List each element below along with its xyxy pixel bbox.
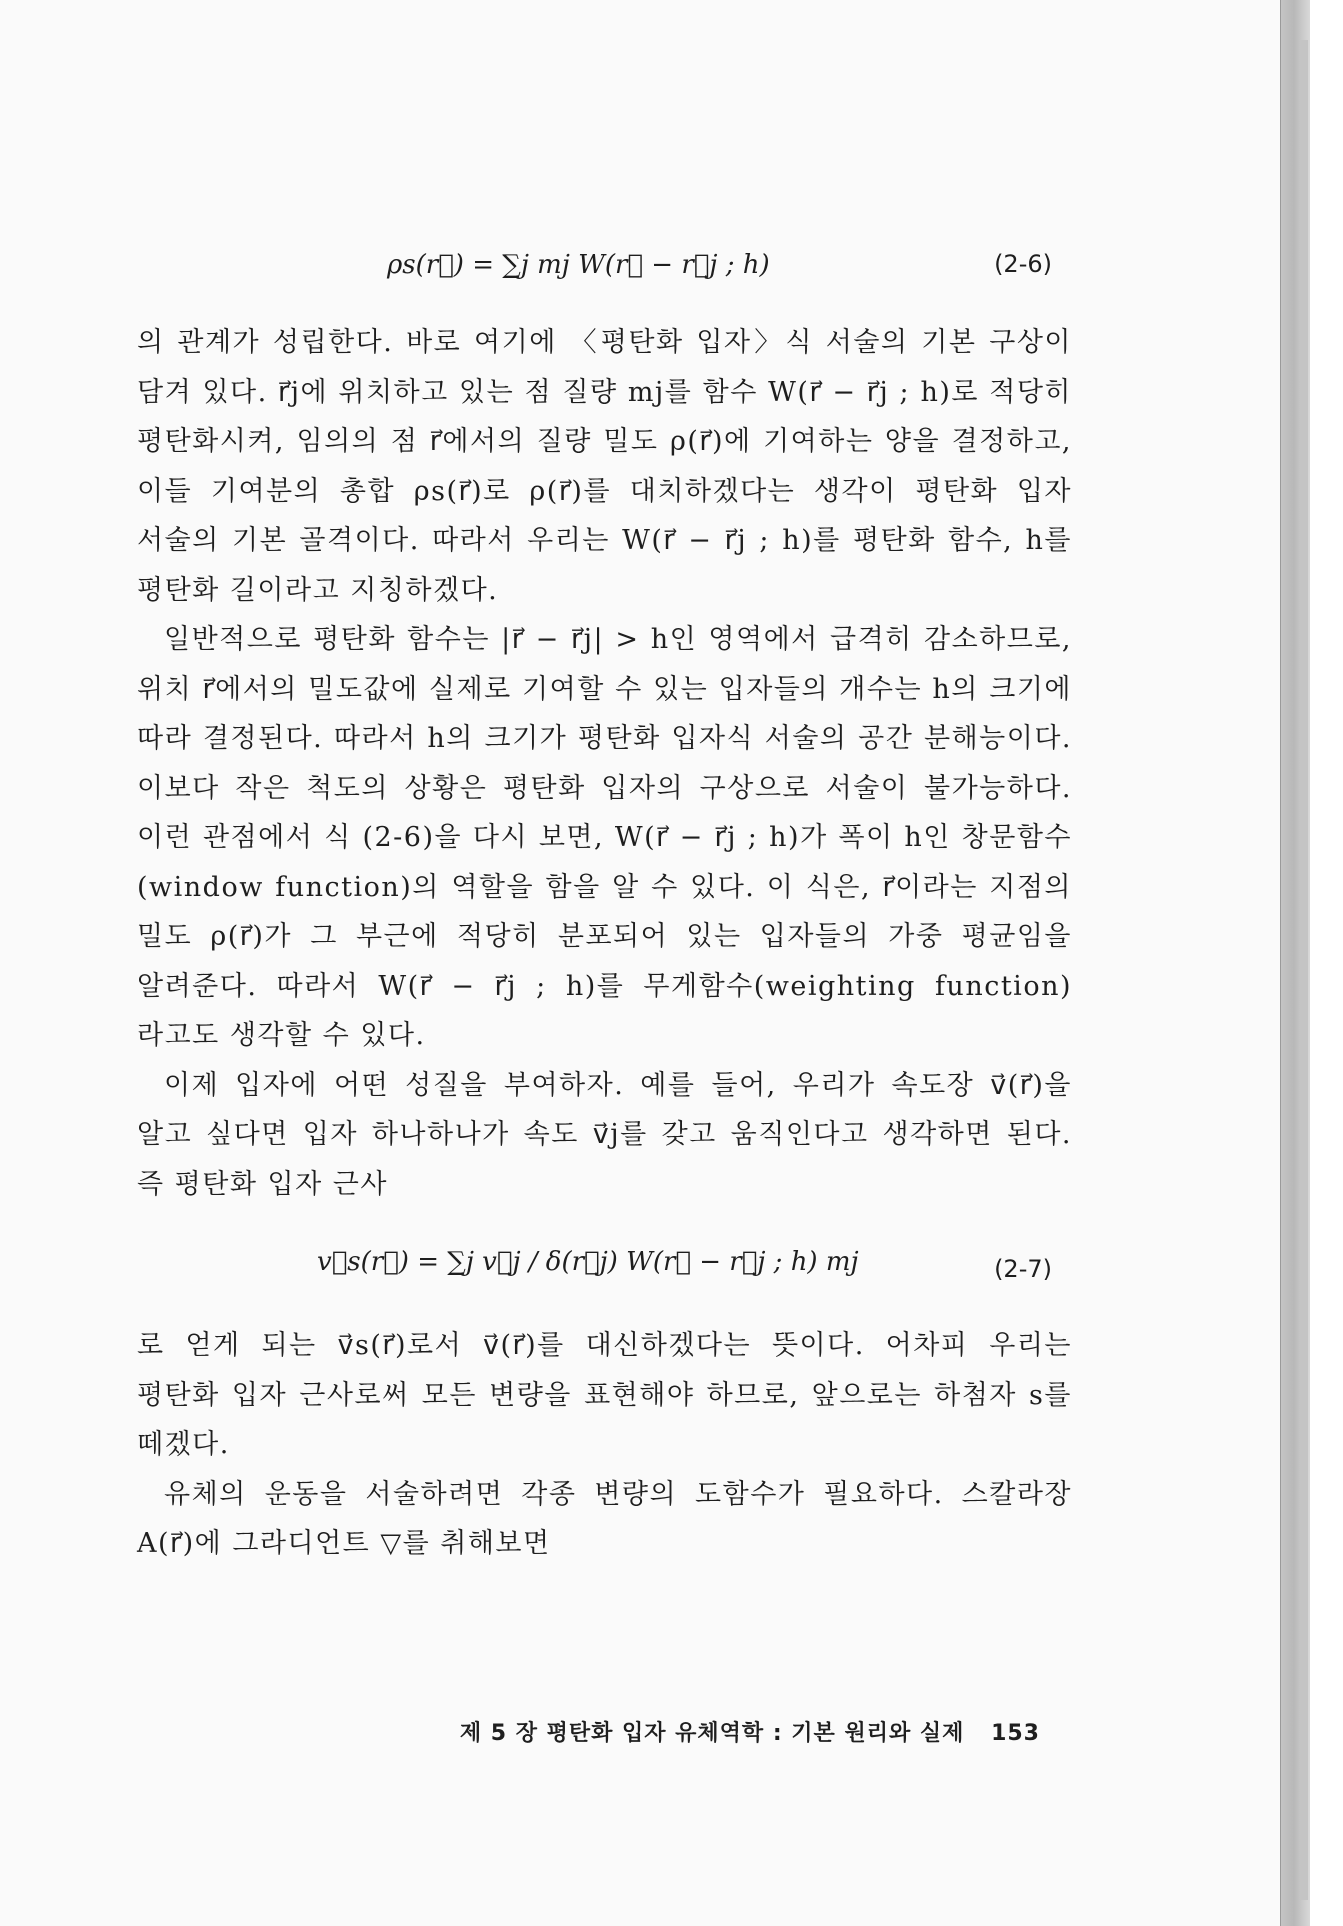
page-stack-edge [1300, 40, 1308, 1900]
page-content [137, 240, 1072, 1569]
paragraph: 이제 입자에 어떤 성질을 부여하자. 예를 들어, 우리가 속도장 v⃗(r⃗)을 알고 싶다면 입자 하나하나가 속도 v⃗j를 갖고 움직인다고 생각하면 된다. 즉 평탄화 입자 근사 [137, 1069, 1072, 1200]
equation-expression: ρs(r⃗) = ∑j mj W(r⃗ − r⃗j ; h) [387, 250, 770, 280]
paragraph: 유체의 운동을 서술하려면 각종 변량의 도함수가 필요하다. 스칼라장 A(r⃗)에 그라디언트 ▽를 취해보면 [137, 1478, 1072, 1559]
page-footer [420, 1716, 1040, 1747]
equation-number: (2-6) [994, 250, 1052, 278]
running-head: 제 5 장 평탄화 입자 유체역학 : 기본 원리와 실제 [459, 1721, 965, 1746]
paragraph: 로 얻게 되는 v⃗s(r⃗)로서 v⃗(r⃗)를 대신하겠다는 뜻이다. 어차피 우리는 평탄화 입자 근사로써 모든 변량을 표현해야 하므로, 앞으로는 하첨자 s를 떼겠다. [137, 1330, 1072, 1460]
equation-number: (2-7) [994, 1255, 1052, 1283]
equation-expression: v⃗s(r⃗) = ∑j v⃗j / δ(r⃗j) W(r⃗ − r⃗j ; h) mj [317, 1247, 859, 1277]
equation-2-6 [137, 240, 1072, 300]
paragraph: 일반적으로 평탄화 함수는 |r⃗ − r⃗j| > h인 영역에서 급격히 감소하므로, 위치 r⃗에서의 밀도값에 실제로 기여할 수 있는 입자들의 개수는 h의 크기에 따라 결정된다. 따라서 h의 크기가 평탄화 입자식 서술의 공간 분해능이다. 이보다 작은 척도의 상황은 평탄화 입자의 구상으로 서술이 불가능하다. 이런 관점에서 식 (2-6)을 다시 보면, W(r⃗ − r⃗j ; h)가 폭이 h인 창문함수(window function)의 역할을 함을 알 수 있다. 이 식은, r⃗이라는 지점의 밀도 ρ(r⃗)가 그 부근에 적당히 분포되어 있는 입자들의 가중 평균임을 알려준다. 따라서 W(r⃗ − r⃗j ; h)를 무게함수(weighting function)라고도 생각할 수 있다. [137, 624, 1072, 1051]
equation-2-7 [137, 1221, 1072, 1321]
paragraph: 의 관계가 성립한다. 바로 여기에 〈평탄화 입자〉식 서술의 기본 구상이 담겨 있다. r⃗j에 위치하고 있는 점 질량 mj를 함수 W(r⃗ − r⃗j ; h)로 적당히 평탄화시켜, 임의의 점 r⃗에서의 질량 밀도 ρ(r⃗)에 기여하는 양을 결정하고, 이들 기여분의 총합 ρs(r⃗)로 ρ(r⃗)를 대치하겠다는 생각이 평탄화 입자 서술의 기본 골격이다. 따라서 우리는 W(r⃗ − r⃗j ; h)를 평탄화 함수, h를 평탄화 길이라고 지칭하겠다. [137, 327, 1072, 606]
page-number: 153 [991, 1721, 1040, 1746]
